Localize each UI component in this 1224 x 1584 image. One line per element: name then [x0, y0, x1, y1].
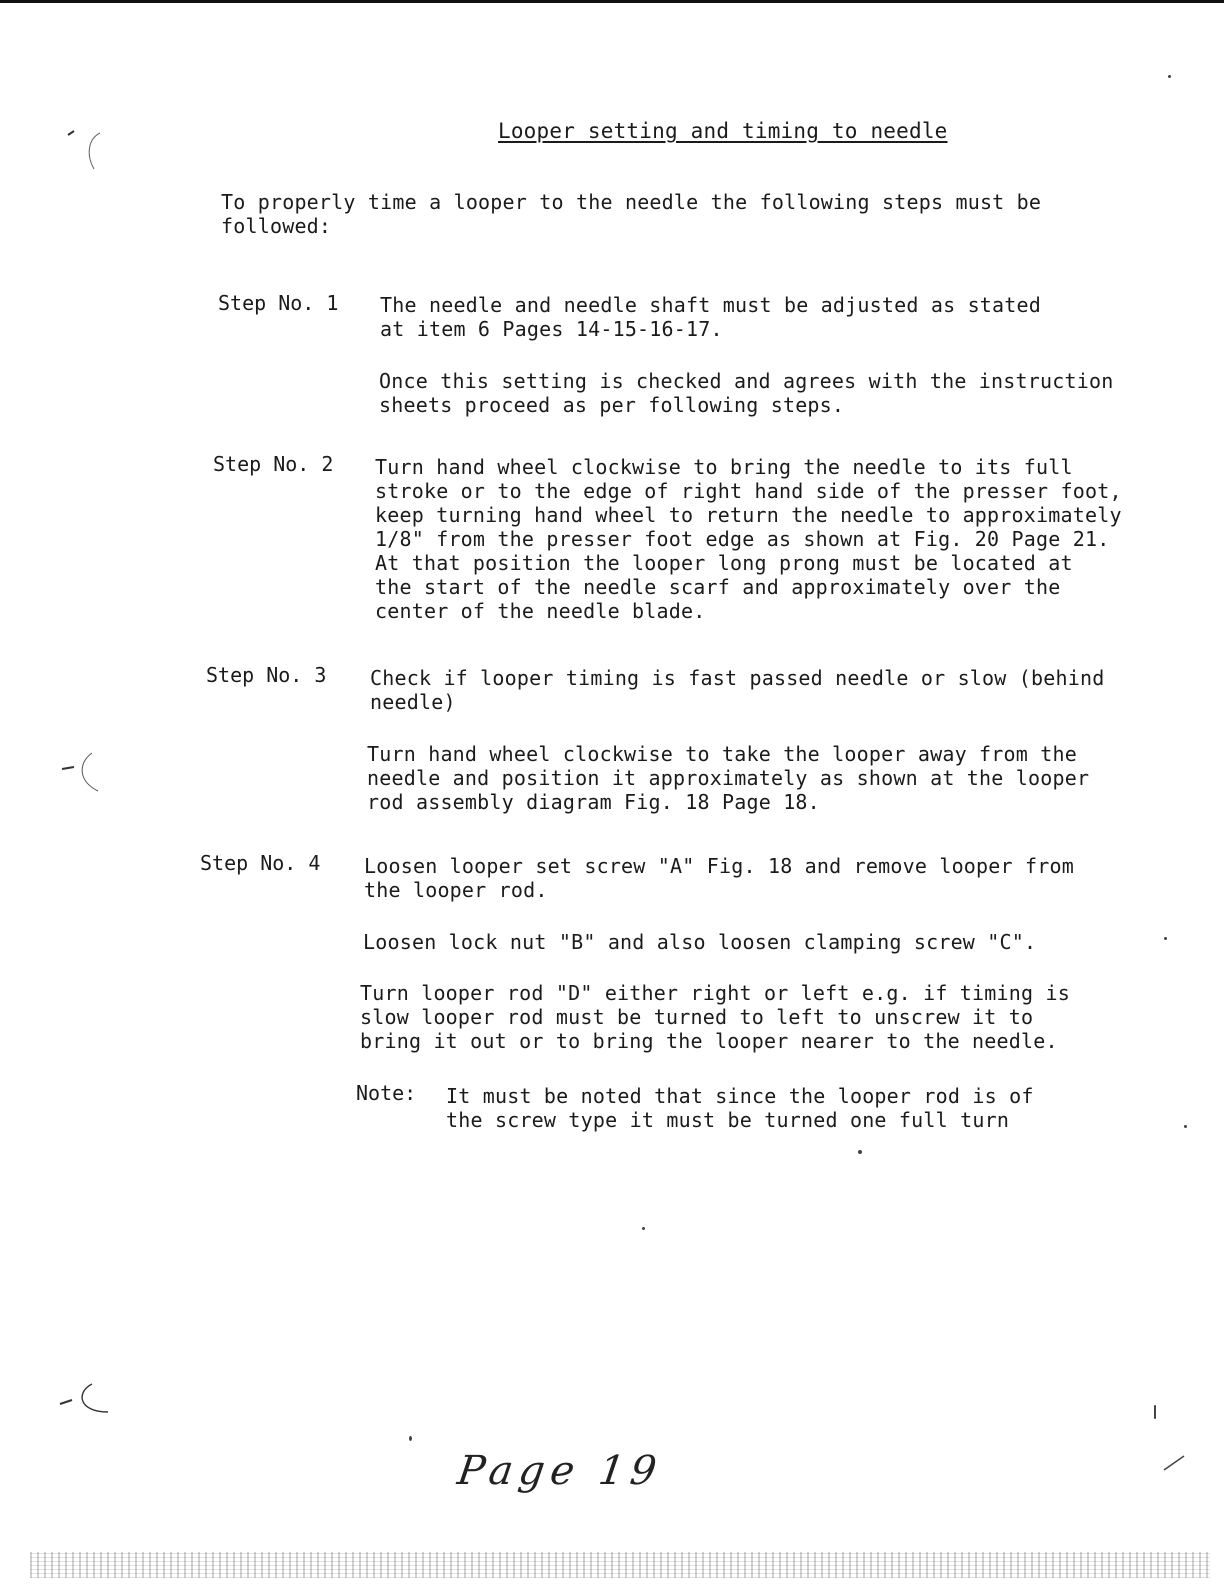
text-line: sheets proceed as per following steps. — [379, 393, 845, 417]
text-line: the looper rod. — [364, 878, 548, 902]
text-line: at item 6 Pages 14-15-16-17. — [380, 317, 723, 341]
scan-speck — [1168, 75, 1171, 78]
scan-speck — [642, 1227, 645, 1230]
text-line: Turn hand wheel clockwise to bring the needle to its full — [375, 455, 1073, 479]
step-1-paragraph-2 — [379, 369, 1113, 417]
text-line: Loosen lock nut "B" and also loosen clamping screw "C". — [363, 930, 1037, 954]
text-line: Once this setting is checked and agrees with the instruction — [379, 369, 1114, 393]
text-line: Turn hand wheel clockwise to take the looper away from the — [367, 742, 1077, 766]
text-line: needle and position it approximately as shown at the looper — [367, 766, 1090, 790]
text-line: slow looper rod must be turned to left to unscrew it to — [360, 1005, 1034, 1029]
intro-line: To properly time a looper to the needle the following steps must be — [221, 190, 1042, 214]
pencil-mark — [1160, 1450, 1190, 1475]
step-2-paragraph-1 — [375, 455, 1122, 623]
step-3-label: Step No. 3 — [206, 663, 327, 687]
text-line: the screw type it must be turned one full turn — [446, 1108, 1010, 1132]
punch-hole-mark — [60, 125, 120, 175]
text-line: 1/8" from the presser foot edge as shown at Fig. 20 Page 21. — [375, 527, 1110, 551]
scan-speck — [858, 1150, 862, 1154]
document-title: Looper setting and timing to needle — [498, 119, 948, 143]
step-3-paragraph-1 — [370, 666, 1104, 714]
punch-hole-mark — [58, 745, 118, 800]
step-4-label: Step No. 4 — [200, 851, 321, 875]
text-line: rod assembly diagram Fig. 18 Page 18. — [367, 790, 820, 814]
scan-speck — [1184, 1125, 1187, 1128]
scan-noise-strip — [30, 1552, 1210, 1578]
step-1-paragraph-1 — [380, 293, 1041, 341]
intro-paragraph — [221, 190, 1041, 238]
intro-line: followed: — [221, 214, 332, 238]
text-line: Check if looper timing is fast passed needle or slow (behind — [370, 666, 1105, 690]
page-number: Page 19 — [454, 1448, 666, 1494]
note-label: Note: — [356, 1081, 417, 1105]
step-4-paragraph-3 — [360, 981, 1070, 1053]
step-1-label: Step No. 1 — [218, 291, 339, 315]
text-line: bring it out or to bring the looper nearer to the needle. — [360, 1029, 1058, 1053]
text-line: stroke or to the edge of right hand side of the presser foot, — [375, 479, 1122, 503]
text-line: the start of the needle scarf and approximately over the — [375, 575, 1061, 599]
text-line: needle) — [370, 690, 456, 714]
text-line: The needle and needle shaft must be adjusted as stated — [380, 293, 1042, 317]
step-4-paragraph-1 — [364, 854, 1074, 902]
text-line: Turn looper rod "D" either right or left e.g. if timing is — [360, 981, 1070, 1005]
step-2-label: Step No. 2 — [213, 452, 334, 476]
step-3-paragraph-2 — [367, 742, 1089, 814]
note-paragraph — [446, 1084, 1034, 1132]
top-scan-edge — [0, 0, 1224, 3]
text-line: At that position the looper long prong must be located at — [375, 551, 1073, 575]
scan-speck — [1154, 1405, 1156, 1419]
step-4-paragraph-2 — [363, 930, 1036, 954]
scan-speck — [1164, 937, 1167, 940]
scan-speck — [409, 1436, 412, 1441]
text-line: center of the needle blade. — [375, 599, 706, 623]
text-line: It must be noted that since the looper rod is of — [446, 1084, 1034, 1108]
text-line: Loosen looper set screw "A" Fig. 18 and remove looper from — [364, 854, 1074, 878]
punch-hole-mark — [52, 1378, 122, 1423]
text-line: keep turning hand wheel to return the needle to approximately — [375, 503, 1122, 527]
